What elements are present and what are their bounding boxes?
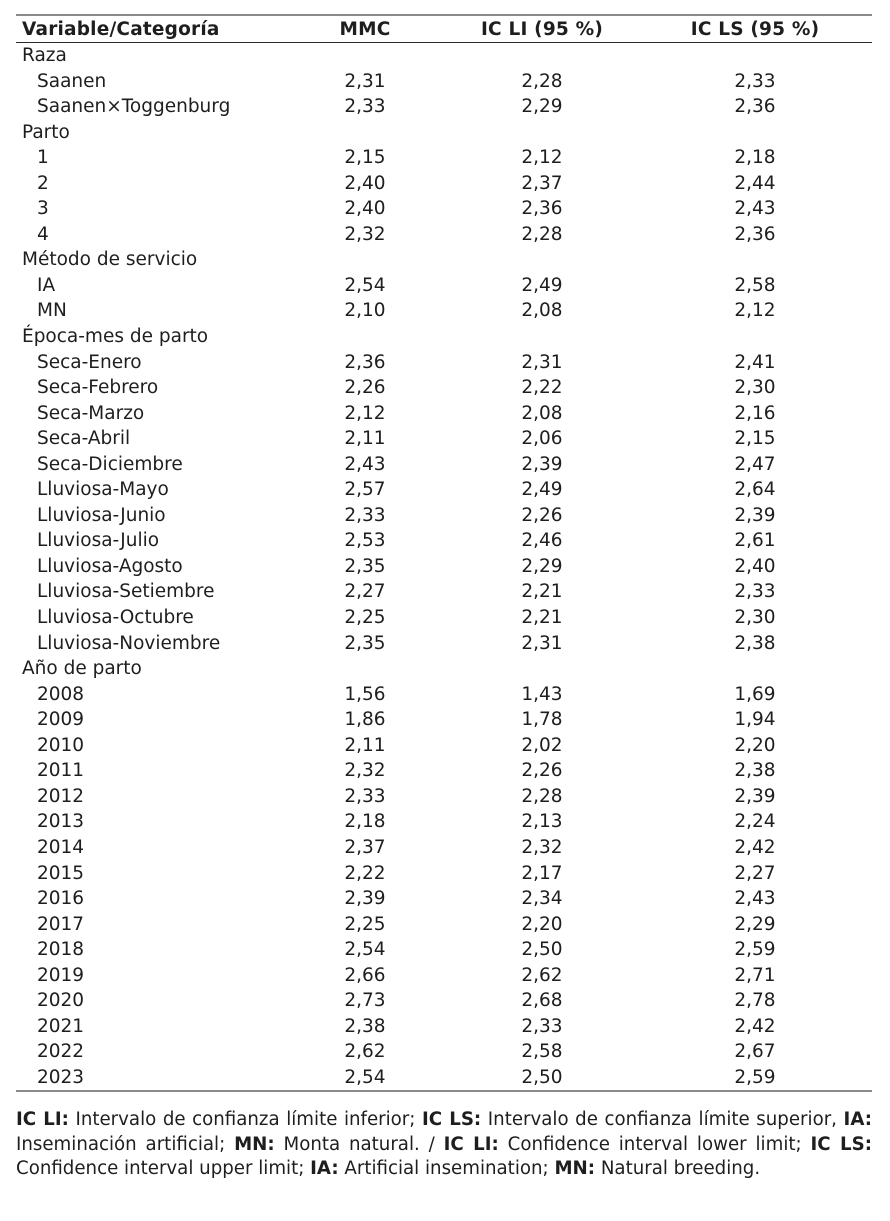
footnote-abbreviation: IA: bbox=[310, 1158, 339, 1179]
cell-ic-li: 2,26 bbox=[521, 504, 563, 526]
cell-ic-li: 2,22 bbox=[521, 377, 563, 399]
cell-ic-li: 2,32 bbox=[521, 836, 563, 858]
header-variable: Variable/Categoría bbox=[22, 18, 220, 40]
cell-ic-ls: 2,27 bbox=[734, 862, 776, 884]
cell-ic-li: 2,02 bbox=[521, 734, 563, 756]
cell-ic-ls: 2,64 bbox=[734, 479, 776, 501]
cell-ic-ls: 2,30 bbox=[734, 607, 776, 629]
table-row bbox=[16, 937, 872, 963]
footnote-text: Confidence interval upper limit; bbox=[16, 1158, 311, 1179]
category-label: Época-mes de parto bbox=[22, 326, 209, 348]
row-label: MN bbox=[37, 300, 67, 322]
cell-ic-li: 2,20 bbox=[521, 913, 563, 935]
row-label: Lluviosa-Agosto bbox=[37, 555, 183, 577]
table-row bbox=[16, 477, 872, 503]
cell-mmc: 2,54 bbox=[344, 1066, 386, 1088]
cell-ic-ls: 2,24 bbox=[734, 811, 776, 833]
cell-ic-ls: 1,94 bbox=[734, 709, 776, 731]
cell-ic-ls: 2,42 bbox=[734, 836, 776, 858]
cell-ic-ls: 2,33 bbox=[734, 70, 776, 92]
cell-ic-ls: 2,42 bbox=[734, 1015, 776, 1037]
cell-ic-ls: 2,36 bbox=[734, 96, 776, 118]
category-row bbox=[16, 656, 872, 682]
cell-ic-ls: 2,44 bbox=[734, 172, 776, 194]
row-label: 2015 bbox=[37, 862, 85, 884]
row-label: 2018 bbox=[37, 939, 85, 961]
cell-mmc: 2,33 bbox=[344, 96, 386, 118]
cell-ic-li: 2,31 bbox=[521, 632, 563, 654]
cell-ic-ls: 2,39 bbox=[734, 785, 776, 807]
row-label: 2016 bbox=[37, 888, 85, 910]
table-row bbox=[16, 401, 872, 427]
row-label: Saanen×Toggenburg bbox=[37, 96, 231, 118]
cell-ic-li: 2,08 bbox=[521, 300, 563, 322]
row-label: 2 bbox=[37, 172, 49, 194]
table-row bbox=[16, 579, 872, 605]
results-table bbox=[16, 14, 872, 1092]
table-row bbox=[16, 784, 872, 810]
row-label: Seca-Marzo bbox=[37, 402, 145, 424]
cell-mmc: 1,86 bbox=[344, 709, 386, 731]
cell-mmc: 2,54 bbox=[344, 274, 386, 296]
header-ic-ls: IC LS (95 %) bbox=[690, 18, 820, 40]
cell-ic-ls: 2,43 bbox=[734, 198, 776, 220]
row-label: 2019 bbox=[37, 964, 85, 986]
table-row bbox=[16, 707, 872, 733]
cell-mmc: 2,11 bbox=[344, 734, 386, 756]
cell-ic-li: 2,29 bbox=[521, 96, 563, 118]
cell-mmc: 2,33 bbox=[344, 504, 386, 526]
cell-ic-ls: 2,71 bbox=[734, 964, 776, 986]
table-row bbox=[16, 298, 872, 324]
cell-mmc: 2,32 bbox=[344, 223, 386, 245]
row-label: Seca-Enero bbox=[37, 351, 142, 373]
cell-ic-ls: 2,30 bbox=[734, 377, 776, 399]
footnote-abbreviation: IC LI: bbox=[16, 1109, 69, 1130]
table-footnote bbox=[16, 1108, 872, 1182]
cell-ic-ls: 2,15 bbox=[734, 428, 776, 450]
cell-ic-ls: 2,59 bbox=[734, 939, 776, 961]
row-label: 2021 bbox=[37, 1015, 85, 1037]
row-label: 1 bbox=[37, 147, 49, 169]
table-row bbox=[16, 1014, 872, 1040]
footnote-text: Inseminación artificial; bbox=[16, 1133, 235, 1155]
table-row bbox=[16, 758, 872, 784]
row-label: 2023 bbox=[37, 1066, 85, 1088]
cell-mmc: 2,25 bbox=[344, 607, 386, 629]
table-row bbox=[16, 835, 872, 861]
row-label: Lluviosa-Setiembre bbox=[37, 581, 215, 603]
cell-mmc: 2,73 bbox=[344, 990, 386, 1012]
cell-ic-ls: 2,40 bbox=[734, 555, 776, 577]
table-row bbox=[16, 528, 872, 554]
cell-mmc: 2,27 bbox=[344, 581, 386, 603]
footnote-text: Intervalo de confianza límite inferior; bbox=[68, 1109, 422, 1130]
table-row bbox=[16, 988, 872, 1014]
cell-ic-ls: 2,67 bbox=[734, 1041, 776, 1063]
row-label: 2011 bbox=[37, 760, 85, 782]
cell-ic-li: 2,21 bbox=[521, 581, 563, 603]
row-label: Seca-Febrero bbox=[37, 377, 159, 399]
cell-ic-ls: 2,20 bbox=[734, 734, 776, 756]
cell-mmc: 2,31 bbox=[344, 70, 386, 92]
footnote-abbreviation: MN: bbox=[234, 1133, 275, 1155]
row-label: Lluviosa-Octubre bbox=[37, 607, 194, 629]
footnote-text: Confidence interval lower limit; bbox=[498, 1133, 811, 1155]
cell-ic-li: 2,31 bbox=[521, 351, 563, 373]
cell-mmc: 2,22 bbox=[344, 862, 386, 884]
cell-ic-li: 2,68 bbox=[521, 990, 563, 1012]
cell-ic-li: 2,50 bbox=[521, 1066, 563, 1088]
cell-ic-ls: 2,38 bbox=[734, 760, 776, 782]
table-row bbox=[16, 809, 872, 835]
table-row bbox=[16, 554, 872, 580]
cell-mmc: 2,26 bbox=[344, 377, 386, 399]
row-label: IA bbox=[37, 274, 56, 296]
cell-mmc: 2,33 bbox=[344, 785, 386, 807]
cell-mmc: 2,54 bbox=[344, 939, 386, 961]
footnote-abbreviation: IA: bbox=[843, 1109, 873, 1130]
cell-ic-ls: 2,58 bbox=[734, 274, 776, 296]
cell-mmc: 2,36 bbox=[344, 351, 386, 373]
cell-mmc: 2,40 bbox=[344, 198, 386, 220]
cell-mmc: 2,43 bbox=[344, 453, 386, 475]
cell-mmc: 2,11 bbox=[344, 428, 386, 450]
row-label: 2017 bbox=[37, 913, 85, 935]
cell-mmc: 2,39 bbox=[344, 888, 386, 910]
footnote-abbreviation: MN: bbox=[554, 1158, 596, 1179]
table-row bbox=[16, 1065, 872, 1092]
cell-ic-li: 2,37 bbox=[521, 172, 563, 194]
cell-ic-ls: 2,12 bbox=[734, 300, 776, 322]
cell-ic-li: 2,21 bbox=[521, 607, 563, 629]
cell-ic-ls: 2,29 bbox=[734, 913, 776, 935]
cell-ic-li: 1,78 bbox=[521, 709, 563, 731]
category-label: Método de servicio bbox=[22, 249, 198, 271]
table-row bbox=[16, 912, 872, 938]
table-body bbox=[16, 43, 872, 1092]
cell-ic-li: 2,33 bbox=[521, 1015, 563, 1037]
cell-ic-li: 2,29 bbox=[521, 555, 563, 577]
cell-ic-ls: 2,41 bbox=[734, 351, 776, 373]
row-label: 2008 bbox=[37, 683, 85, 705]
cell-mmc: 2,10 bbox=[344, 300, 386, 322]
footnote-text: Artificial insemination; bbox=[338, 1158, 555, 1179]
cell-ic-ls: 1,69 bbox=[734, 683, 776, 705]
cell-ic-li: 2,06 bbox=[521, 428, 563, 450]
cell-mmc: 2,15 bbox=[344, 147, 386, 169]
row-label: Seca-Diciembre bbox=[37, 453, 183, 475]
cell-mmc: 2,66 bbox=[344, 964, 386, 986]
cell-ic-li: 2,28 bbox=[521, 70, 563, 92]
table-row bbox=[16, 963, 872, 989]
row-label: 2010 bbox=[37, 734, 85, 756]
table-row bbox=[16, 375, 872, 401]
category-row bbox=[16, 324, 872, 350]
row-label: 2022 bbox=[37, 1041, 85, 1063]
row-label: Lluviosa-Junio bbox=[37, 504, 166, 526]
footnote-abbreviation: IC LS: bbox=[422, 1109, 482, 1130]
cell-ic-li: 2,50 bbox=[521, 939, 563, 961]
table-row bbox=[16, 69, 872, 95]
table-row bbox=[16, 631, 872, 657]
footnote-text: Monta natural. / bbox=[274, 1133, 444, 1155]
row-label: 2012 bbox=[37, 785, 85, 807]
cell-mmc: 2,62 bbox=[344, 1041, 386, 1063]
cell-ic-li: 2,58 bbox=[521, 1041, 563, 1063]
cell-ic-li: 2,17 bbox=[521, 862, 563, 884]
cell-ic-li: 2,39 bbox=[521, 453, 563, 475]
category-label: Raza bbox=[22, 45, 67, 66]
row-label: Lluviosa-Julio bbox=[37, 530, 160, 552]
table-row bbox=[16, 145, 872, 171]
cell-ic-ls: 2,16 bbox=[734, 402, 776, 424]
cell-ic-ls: 2,33 bbox=[734, 581, 776, 603]
category-row bbox=[16, 247, 872, 273]
cell-ic-li: 2,34 bbox=[521, 888, 563, 910]
cell-ic-li: 2,12 bbox=[521, 147, 563, 169]
results-table-container bbox=[16, 14, 872, 1092]
cell-mmc: 2,35 bbox=[344, 632, 386, 654]
cell-ic-ls: 2,36 bbox=[734, 223, 776, 245]
category-row bbox=[16, 43, 872, 69]
cell-ic-ls: 2,18 bbox=[734, 147, 776, 169]
table-row bbox=[16, 171, 872, 197]
cell-mmc: 2,38 bbox=[344, 1015, 386, 1037]
cell-mmc: 2,12 bbox=[344, 402, 386, 424]
footnote-text: Natural breeding. bbox=[595, 1158, 761, 1179]
cell-ic-ls: 2,39 bbox=[734, 504, 776, 526]
footnote-abbreviation: IC LS: bbox=[810, 1133, 872, 1155]
cell-mmc: 2,25 bbox=[344, 913, 386, 935]
cell-ic-li: 2,08 bbox=[521, 402, 563, 424]
row-label: 2020 bbox=[37, 990, 85, 1012]
cell-ic-li: 2,49 bbox=[521, 479, 563, 501]
row-label: 2009 bbox=[37, 709, 85, 731]
cell-ic-li: 2,28 bbox=[521, 785, 563, 807]
table-row bbox=[16, 605, 872, 631]
cell-mmc: 2,40 bbox=[344, 172, 386, 194]
table-row bbox=[16, 452, 872, 478]
table-row bbox=[16, 350, 872, 376]
row-label: Seca-Abril bbox=[37, 428, 131, 450]
cell-ic-ls: 2,38 bbox=[734, 632, 776, 654]
table-header bbox=[16, 15, 872, 43]
cell-ic-li: 2,36 bbox=[521, 198, 563, 220]
cell-ic-li: 2,62 bbox=[521, 964, 563, 986]
table-row bbox=[16, 733, 872, 759]
cell-ic-ls: 2,78 bbox=[734, 990, 776, 1012]
table-row bbox=[16, 222, 872, 248]
row-label: 3 bbox=[37, 198, 49, 220]
cell-mmc: 2,57 bbox=[344, 479, 386, 501]
table-row bbox=[16, 1039, 872, 1065]
row-label: 2014 bbox=[37, 836, 85, 858]
row-label: Lluviosa-Mayo bbox=[37, 479, 169, 501]
footnote-text: Intervalo de confianza límite superior, bbox=[481, 1109, 844, 1130]
table-row bbox=[16, 861, 872, 887]
table-row bbox=[16, 426, 872, 452]
cell-mmc: 2,35 bbox=[344, 555, 386, 577]
row-label: Saanen bbox=[37, 70, 107, 92]
cell-mmc: 2,37 bbox=[344, 836, 386, 858]
cell-ic-ls: 2,59 bbox=[734, 1066, 776, 1088]
table-row bbox=[16, 503, 872, 529]
category-label: Año de parto bbox=[22, 658, 142, 680]
table-row bbox=[16, 273, 872, 299]
cell-mmc: 1,56 bbox=[344, 683, 386, 705]
cell-mmc: 2,32 bbox=[344, 760, 386, 782]
row-label: Lluviosa-Noviembre bbox=[37, 632, 221, 654]
cell-ic-li: 2,26 bbox=[521, 760, 563, 782]
cell-ic-li: 2,13 bbox=[521, 811, 563, 833]
row-label: 4 bbox=[37, 223, 49, 245]
table-row bbox=[16, 94, 872, 120]
cell-ic-li: 2,49 bbox=[521, 274, 563, 296]
cell-ic-li: 2,46 bbox=[521, 530, 563, 552]
cell-mmc: 2,53 bbox=[344, 530, 386, 552]
header-mmc: MMC bbox=[339, 18, 391, 40]
cell-ic-ls: 2,43 bbox=[734, 888, 776, 910]
table-row bbox=[16, 886, 872, 912]
cell-ic-li: 1,43 bbox=[521, 683, 563, 705]
category-label: Parto bbox=[22, 121, 70, 143]
category-row bbox=[16, 120, 872, 146]
header-ic-li: IC LI (95 %) bbox=[480, 18, 604, 40]
footnote-abbreviation: IC LI: bbox=[443, 1133, 499, 1155]
table-row bbox=[16, 682, 872, 708]
row-label: 2013 bbox=[37, 811, 85, 833]
cell-ic-ls: 2,47 bbox=[734, 453, 776, 475]
cell-ic-li: 2,28 bbox=[521, 223, 563, 245]
cell-ic-ls: 2,61 bbox=[734, 530, 776, 552]
header-row bbox=[16, 15, 872, 43]
table-row bbox=[16, 196, 872, 222]
cell-mmc: 2,18 bbox=[344, 811, 386, 833]
